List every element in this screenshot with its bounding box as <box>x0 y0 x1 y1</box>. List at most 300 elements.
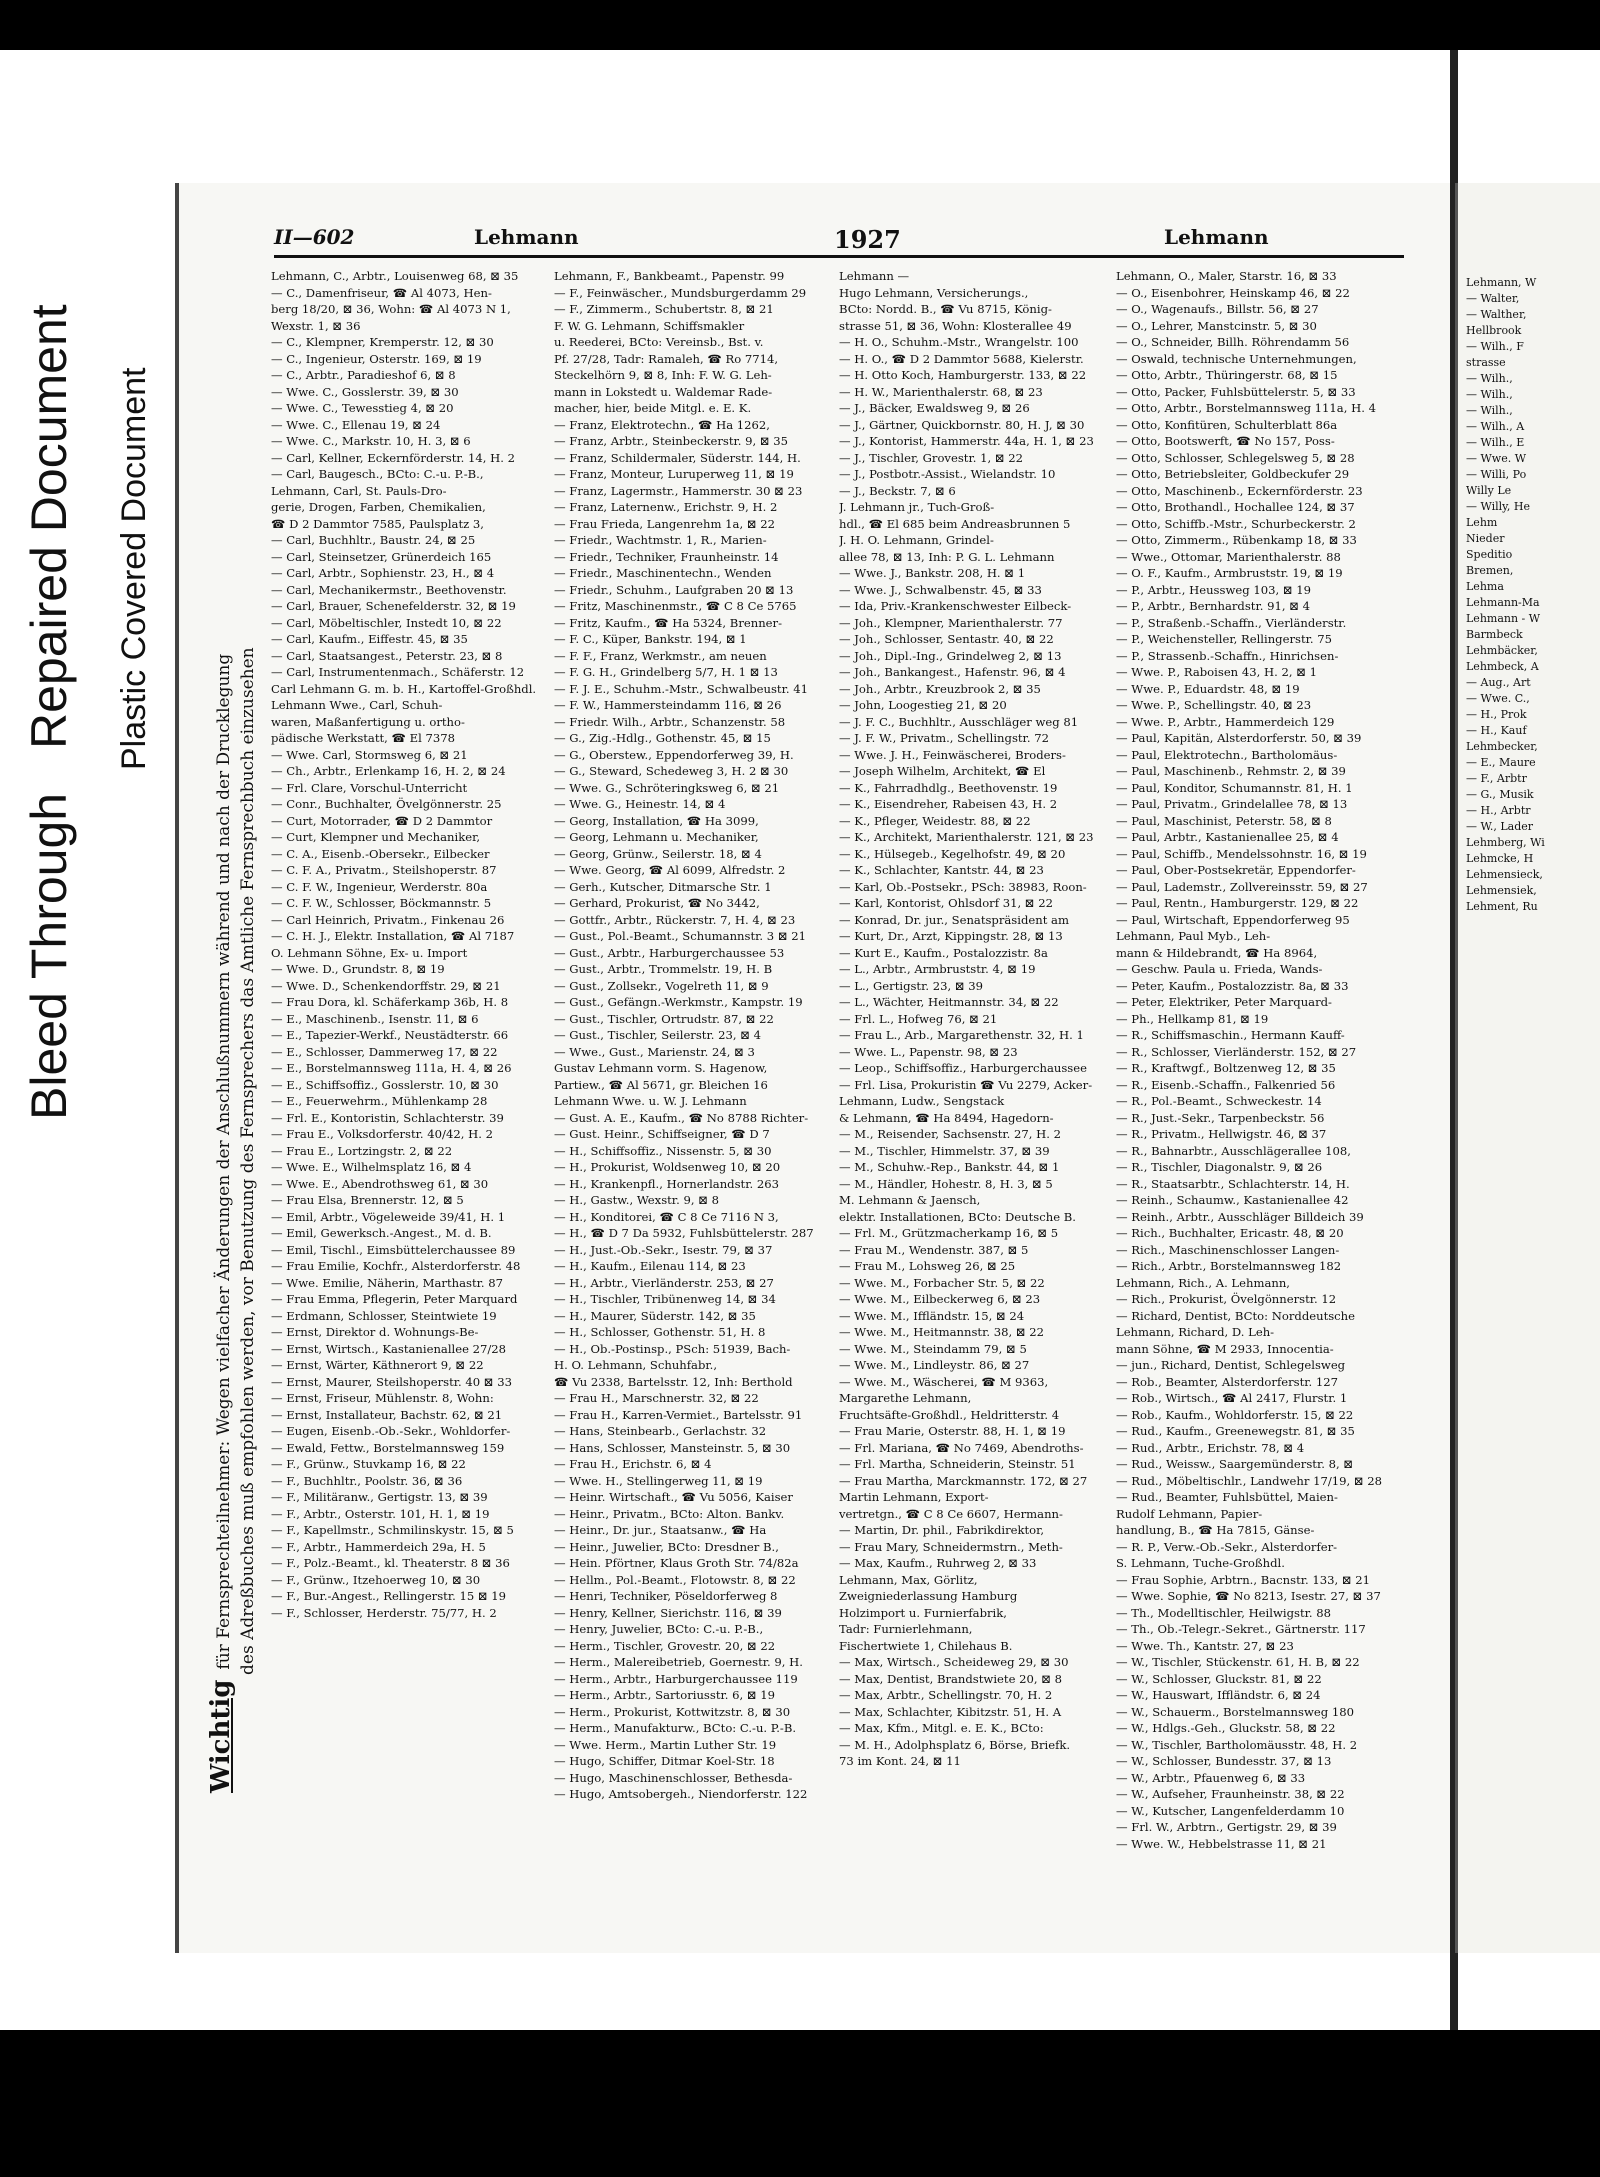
directory-entry: — Paul, Wirtschaft, Eppendorferweg 95 <box>1116 912 1350 927</box>
directory-entry: — Herm., Manufakturw., BCto: C.-u. P.-B. <box>554 1721 797 1735</box>
adjacent-page-entry: Lehmann-Ma <box>1466 596 1540 609</box>
directory-entry: — Frau Emilie, Kochfr., Alsterdorferstr. 48 <box>271 1259 521 1273</box>
directory-entry: mann Söhne, ☎ M 2933, Innocentia- <box>1116 1341 1334 1356</box>
bleed-through-label: Bleed Through <box>21 792 77 1120</box>
directory-entry: — F., Arbtr., Hammerdeich 29a, H. 5 <box>271 1539 486 1554</box>
directory-entry: — H., Schiffsoffiz., Nissenstr. 5, ⊠ 30 <box>554 1143 772 1158</box>
directory-entry: — Kurt, Dr., Arzt, Kippingstr. 28, ⊠ 13 <box>839 929 1063 943</box>
adjacent-page-entry: — Wilh., E <box>1466 436 1525 449</box>
directory-entry: — R., Bahnarbtr., Ausschlägerallee 108, <box>1116 1143 1351 1158</box>
directory-entry: Lehmann, O., Maler, Starstr. 16, ⊠ 33 <box>1116 269 1337 283</box>
bottom-scan-border <box>0 2030 1600 2177</box>
adjacent-page-entry: — G., Musik <box>1466 788 1534 801</box>
warning-line-2: des Adreßbuches muß empfohlen werden, vor Benutzung des Fernsprechers das Amtliche Fernsprechbuch einzusehen <box>238 647 258 1675</box>
directory-entry: — Max, Kaufm., Ruhrweg 2, ⊠ 33 <box>839 1556 1037 1570</box>
directory-entry: — Carl, Mechanikermstr., Beethovenstr. <box>271 582 507 597</box>
directory-entry: Lehmann, C., Arbtr., Louisenweg 68, ⊠ 35 <box>271 269 519 283</box>
directory-entry: — Wwe. D., Schenkendorffstr. 29, ⊠ 21 <box>271 978 501 993</box>
directory-entry: — M. H., Adolphsplatz 6, Börse, Briefk. <box>839 1737 1071 1752</box>
directory-entry: — P., Weichensteller, Rellingerstr. 75 <box>1116 632 1333 646</box>
adjacent-page-entry: Nieder <box>1466 532 1505 545</box>
directory-entry: — Franz, Elektrotechn., ☎ Ha 1262, <box>554 417 770 432</box>
directory-entry: — C., Arbtr., Paradieshof 6, ⊠ 8 <box>271 368 456 382</box>
adjacent-page-entry: strasse <box>1466 356 1506 369</box>
repaired-document-label: Repaired Document <box>21 304 77 749</box>
directory-entry: — Carl Heinrich, Privatm., Finkenau 26 <box>271 912 505 927</box>
directory-entry: — F. G. H., Grindelberg 5/7, H. 1 ⊠ 13 <box>554 665 778 679</box>
directory-entry: — Gust. A. E., Kaufm., ☎ No 8788 Richter- <box>554 1110 809 1125</box>
directory-entry: — Rud., Weissw., Saargemünderstr. 8, ⊠ <box>1116 1457 1354 1471</box>
directory-entry: — F., Buchhltr., Poolstr. 36, ⊠ 36 <box>271 1473 463 1488</box>
directory-entry: — Heinr., Dr. jur., Staatsanw., ☎ Ha <box>554 1523 767 1537</box>
directory-entry: — P., Strassenb.-Schaffn., Hinrichsen- <box>1116 648 1339 663</box>
directory-entry: — Gust., Arbtr., Harburgerchaussee 53 <box>554 945 785 960</box>
directory-entry: — M., Händler, Hohestr. 8, H. 3, ⊠ 5 <box>839 1176 1053 1191</box>
directory-entry: — Max, Dentist, Brandstwiete 20, ⊠ 8 <box>839 1671 1063 1686</box>
directory-entry: — W., Aufseher, Fraunheinstr. 38, ⊠ 22 <box>1116 1787 1345 1801</box>
directory-entry: — Martin, Dr. phil., Fabrikdirektor, <box>839 1523 1045 1537</box>
directory-entry: — R., Tischler, Diagonalstr. 9, ⊠ 26 <box>1116 1160 1323 1174</box>
directory-entry: — Frl. Martha, Schneiderin, Steinstr. 51 <box>839 1457 1076 1471</box>
directory-entry: — Rob., Wirtsch., ☎ Al 2417, Flurstr. 1 <box>1116 1391 1348 1405</box>
directory-entry: — R., Just.-Sekr., Tarpenbeckstr. 56 <box>1116 1110 1325 1125</box>
directory-entry: — Wwe. P., Eduardstr. 48, ⊠ 19 <box>1116 681 1300 696</box>
page-header <box>274 225 1404 258</box>
directory-entry: — Paul, Arbtr., Kastanienallee 25, ⊠ 4 <box>1116 830 1339 844</box>
directory-entry: — Th., Ob.-Telegr.-Sekret., Gärtnerstr. 117 <box>1116 1622 1366 1636</box>
directory-entry: — F., Militäranw., Gertigstr. 13, ⊠ 39 <box>271 1490 488 1504</box>
header-name-right: Lehmann <box>1164 225 1269 249</box>
directory-entry: — Paul, Kapitän, Alsterdorferstr. 50, ⊠ 39 <box>1116 731 1362 745</box>
adjacent-page-entry: — H., Kauf <box>1466 724 1527 737</box>
directory-entry: — Joh., Dipl.-Ing., Grindelweg 2, ⊠ 13 <box>839 648 1062 663</box>
directory-entry: — Franz, Monteur, Luruperweg 11, ⊠ 19 <box>554 467 794 481</box>
directory-entry: — Wwe. M., Heitmannstr. 38, ⊠ 22 <box>839 1325 1044 1339</box>
directory-entry: — F. J. E., Schuhm.-Mstr., Schwalbeustr. 41 <box>554 681 808 696</box>
directory-entry: — K., Eisendreher, Rabeisen 43, H. 2 <box>839 797 1058 811</box>
directory-entry: — Wwe. Carl, Stormsweg 6, ⊠ 21 <box>271 747 468 762</box>
directory-entry: — Frl. W., Arbtrn., Gertigstr. 29, ⊠ 39 <box>1116 1820 1337 1834</box>
directory-entry: — H., ☎ D 7 Da 5932, Fuhlsbüttelerstr. 287 <box>554 1226 814 1240</box>
directory-entry: — Gust., Tischler, Seilerstr. 23, ⊠ 4 <box>554 1028 761 1042</box>
directory-entry: — Henry, Juwelier, BCto: C.-u. P.-B., <box>554 1622 764 1636</box>
directory-entry: Lehmann, Paul Myb., Leh- <box>1116 929 1271 943</box>
directory-entry: waren, Maßanfertigung u. ortho- <box>271 714 465 729</box>
directory-entry: — Gust., Pol.-Beamt., Schumannstr. 3 ⊠ 21 <box>554 929 806 943</box>
directory-entry: — Friedr., Schuhm., Laufgraben 20 ⊠ 13 <box>554 582 794 597</box>
directory-entry: — Carl, Kellner, Eckernförderstr. 14, H. 2 <box>271 450 515 465</box>
directory-entry: hdl., ☎ El 685 beim Andreasbrunnen 5 <box>839 516 1071 531</box>
directory-entry: — Wwe., Gust., Marienstr. 24, ⊠ 3 <box>554 1044 755 1059</box>
directory-entry: — Ernst, Wärter, Käthnerort 9, ⊠ 22 <box>271 1358 484 1372</box>
directory-entry: — Wwe. L., Papenstr. 98, ⊠ 23 <box>839 1044 1018 1059</box>
adjacent-page-entry: Lehmann, W <box>1466 276 1537 289</box>
directory-entry: — W., Hdlgs.-Geh., Gluckstr. 58, ⊠ 22 <box>1116 1721 1336 1735</box>
directory-entry: — J., Postbotr.-Assist., Wielandstr. 10 <box>839 467 1056 481</box>
directory-entry: — Carl, Staatsangest., Peterstr. 23, ⊠ 8 <box>271 648 503 663</box>
directory-entry: — W., Schlosser, Gluckstr. 81, ⊠ 22 <box>1116 1671 1322 1686</box>
directory-entry: — John, Loogestieg 21, ⊠ 20 <box>839 698 1007 712</box>
directory-entry: — Franz, Lagermstr., Hammerstr. 30 ⊠ 23 <box>554 483 803 498</box>
directory-entry: — E., Feuerwehrm., Mühlenkamp 28 <box>271 1094 488 1108</box>
directory-entry: — Georg, Lehmann u. Mechaniker, <box>554 830 759 844</box>
directory-entry: — Wwe. P., Schellingstr. 40, ⊠ 23 <box>1116 698 1312 712</box>
directory-entry: S. Lehmann, Tuche-Großhdl. <box>1116 1556 1285 1570</box>
directory-entry: — Wwe. C., Gosslerstr. 39, ⊠ 30 <box>271 384 459 399</box>
directory-entry: Martin Lehmann, Export- <box>839 1490 989 1504</box>
directory-entry: — Herm., Malereibetrieb, Goernestr. 9, H. <box>554 1655 803 1669</box>
directory-entry: — Wwe. M., Iffländstr. 15, ⊠ 24 <box>839 1308 1025 1323</box>
directory-entry: Lehmann Wwe. u. W. J. Lehmann <box>554 1094 747 1108</box>
directory-entry: — O., Eisenbohrer, Heinskamp 46, ⊠ 22 <box>1116 285 1350 300</box>
directory-entry: — L., Wächter, Heitmannstr. 34, ⊠ 22 <box>839 995 1059 1009</box>
directory-entry: — F. C., Küper, Bankstr. 194, ⊠ 1 <box>554 632 747 646</box>
adjacent-page-entry: Lehmensiek, <box>1466 884 1537 897</box>
directory-entry: Fischertwiete 1, Chilehaus B. <box>839 1638 1013 1653</box>
adjacent-page-entry: — Wilh., A <box>1466 420 1525 433</box>
directory-entry: Lehmann, Rich., A. Lehmann, <box>1116 1275 1290 1290</box>
directory-entry: — J., Tischler, Grovestr. 1, ⊠ 22 <box>839 450 1023 465</box>
adjacent-page <box>1455 183 1600 1953</box>
directory-entry: mann in Lokstedt u. Waldemar Rade- <box>554 384 773 399</box>
directory-entry: — Wwe. C., Markstr. 10, H. 3, ⊠ 6 <box>271 434 471 448</box>
directory-entry: — Ernst, Friseur, Mühlenstr. 8, Wohn: <box>271 1391 494 1405</box>
directory-entry: — Gust., Zollsekr., Vogelreth 11, ⊠ 9 <box>554 978 769 993</box>
directory-entry: — H. O., ☎ D 2 Dammtor 5688, Kielerstr. <box>839 351 1084 366</box>
directory-entry: — Friedr., Maschinentechn., Wenden <box>554 566 772 580</box>
directory-entry: Fruchtsäfte-Großhdl., Heldritterstr. 4 <box>839 1407 1060 1422</box>
directory-entry: — Frl. Lisa, Prokuristin ☎ Vu 2279, Acker- <box>839 1077 1093 1092</box>
directory-entry: — R. P., Verw.-Ob.-Sekr., Alsterdorfer- <box>1116 1539 1338 1554</box>
directory-entry: — Frau Frieda, Langenrehm 1a, ⊠ 22 <box>554 516 775 531</box>
directory-entry: — Friedr. Wilh., Arbtr., Schanzenstr. 58 <box>554 714 786 729</box>
directory-entry: Holzimport u. Furnierfabrik, <box>839 1605 1007 1620</box>
directory-entry: — Conr., Buchhalter, Övelgönnerstr. 25 <box>271 797 502 811</box>
directory-entry: — Gerh., Kutscher, Ditmarsche Str. 1 <box>554 879 772 894</box>
directory-entry: — Frau Sophie, Arbtrn., Bacnstr. 133, ⊠ 21 <box>1116 1572 1371 1587</box>
directory-entry: — Otto, Zimmerm., Rübenkamp 18, ⊠ 33 <box>1116 533 1357 547</box>
directory-entry: — Hein. Pförtner, Klaus Groth Str. 74/82a <box>554 1556 799 1570</box>
directory-entry: Steckelhörn 9, ⊠ 8, Inh: F. W. G. Leh- <box>554 368 772 382</box>
directory-entry: — Peter, Kaufm., Postalozzistr. 8a, ⊠ 33 <box>1116 978 1349 993</box>
directory-entry: — Carl, Buchhltr., Baustr. 24, ⊠ 25 <box>271 533 476 547</box>
directory-entry: — F., Grünw., Itzehoerweg 10, ⊠ 30 <box>271 1572 481 1587</box>
directory-entry: — O., Wagenaufs., Billstr. 56, ⊠ 27 <box>1116 302 1319 316</box>
directory-entry: — E., Schiffsoffiz., Gosslerstr. 10, ⊠ 30 <box>271 1077 499 1092</box>
directory-entry: — H., Ob.-Postinsp., PSch: 51939, Bach- <box>554 1341 791 1356</box>
directory-entry: — Frau H., Karren-Vermiet., Bartelsstr. 91 <box>554 1407 803 1422</box>
directory-entry: — H. W., Marienthalerstr. 68, ⊠ 23 <box>839 384 1043 399</box>
directory-entry: — Wwe. M., Steindamm 79, ⊠ 5 <box>839 1341 1027 1356</box>
directory-entry: — R., Kraftwgf., Boltzenweg 12, ⊠ 35 <box>1116 1061 1336 1075</box>
directory-entry: — Wwe. M., Wäscherei, ☎ M 9363, <box>839 1374 1049 1389</box>
directory-entry: — Oswald, technische Unternehmungen, <box>1116 351 1357 366</box>
adjacent-page-entry: Lehm <box>1466 516 1498 529</box>
directory-entry: — Leop., Schiffsoffiz., Harburgerchaussee <box>839 1061 1087 1075</box>
adjacent-page-entry: Willy Le <box>1466 484 1512 497</box>
directory-entry: elektr. Installationen, BCto: Deutsche B. <box>839 1209 1076 1224</box>
directory-entry: — H., Krankenpfl., Hornerlandstr. 263 <box>554 1176 779 1191</box>
directory-entry: — Rud., Arbtr., Erichstr. 78, ⊠ 4 <box>1116 1440 1305 1455</box>
directory-entry: berg 18/20, ⊠ 36, Wohn: ☎ Al 4073 N 1, <box>271 302 511 316</box>
directory-entry: — Wwe. P., Raboisen 43, H. 2, ⊠ 1 <box>1116 665 1317 679</box>
directory-entry: — Wwe. Sophie, ☎ No 8213, Isestr. 27, ⊠ 37 <box>1116 1589 1381 1603</box>
directory-entry: — H., Schlosser, Gothenstr. 51, H. 8 <box>554 1325 766 1339</box>
directory-entry: — Konrad, Dr. jur., Senatspräsident am <box>839 912 1069 927</box>
directory-entry: BCto: Nordd. B., ☎ Vu 8715, König- <box>839 302 1052 316</box>
directory-entry: — J. F. W., Privatm., Schellingstr. 72 <box>839 731 1049 745</box>
directory-entry: — Otto, Betriebsleiter, Goldbeckufer 29 <box>1116 467 1350 481</box>
directory-entry: & Lehmann, ☎ Ha 8494, Hagedorn- <box>839 1110 1054 1125</box>
directory-entry: — K., Pfleger, Weidestr. 88, ⊠ 22 <box>839 813 1031 828</box>
directory-entry: — Wwe. Georg, ☎ Al 6099, Alfredstr. 2 <box>554 863 786 877</box>
directory-entry: — C., Ingenieur, Osterstr. 169, ⊠ 19 <box>271 351 482 366</box>
directory-entry: — C., Klempner, Kremperstr. 12, ⊠ 30 <box>271 335 494 349</box>
directory-entry: Lehmann, Ludw., Sengstack <box>839 1094 1005 1108</box>
warning-title: Wichtig <box>206 1679 236 1793</box>
directory-entry: — Wwe. J., Schwalbenstr. 45, ⊠ 33 <box>839 582 1042 597</box>
directory-entry: — Frau E., Volksdorferstr. 40/42, H. 2 <box>271 1127 493 1141</box>
directory-entry: — H., Just.-Ob.-Sekr., Isestr. 79, ⊠ 37 <box>554 1242 773 1257</box>
directory-entry: — C. H. J., Elektr. Installation, ☎ Al 7187 <box>271 929 515 943</box>
directory-entry: Lehmann, F., Bankbeamt., Papenstr. 99 <box>554 269 785 283</box>
directory-entry: — Franz, Laternenw., Erichstr. 9, H. 2 <box>554 500 778 514</box>
directory-entry: — Emil, Gewerksch.-Angest., M. d. B. <box>271 1226 492 1240</box>
directory-entry: macher, hier, beide Mitgl. e. E. K. <box>554 401 752 415</box>
directory-entry: — K., Hülsegeb., Kegelhofstr. 49, ⊠ 20 <box>839 846 1066 861</box>
directory-entry: — Friedr., Wachtmstr. 1, R., Marien- <box>554 533 767 547</box>
adjacent-page-entry: Lehment, Ru <box>1466 900 1538 913</box>
adjacent-page-entry: Lehmcke, H <box>1466 852 1534 865</box>
adjacent-page-entry: — Aug., Art <box>1466 676 1531 689</box>
directory-entry: Zweigniederlassung Hamburg <box>839 1589 1018 1603</box>
adjacent-page-entry: — W., Lader <box>1466 820 1534 833</box>
directory-entry: — F., Schlosser, Herderstr. 75/77, H. 2 <box>271 1605 497 1620</box>
directory-entry: — Richard, Dentist, BCto: Norddeutsche <box>1116 1308 1355 1323</box>
adjacent-page-entry: Lehmberg, Wi <box>1466 836 1545 849</box>
directory-entry: — Rob., Kaufm., Wohldorferstr. 15, ⊠ 22 <box>1116 1407 1354 1422</box>
directory-entry: — Ph., Hellkamp 81, ⊠ 19 <box>1116 1011 1269 1026</box>
directory-entry: Tadr: Furnierlehmann, <box>839 1622 973 1636</box>
directory-entry: — Wwe. G., Schröteringksweg 6, ⊠ 21 <box>554 780 780 795</box>
directory-entry: — Wwe. D., Grundstr. 8, ⊠ 19 <box>271 962 445 976</box>
directory-entry: — F., Bur.-Angest., Rellingerstr. 15 ⊠ 19 <box>271 1589 507 1603</box>
directory-entry: — Max, Wirtsch., Scheideweg 29, ⊠ 30 <box>839 1655 1069 1669</box>
directory-entry: — Otto, Konfitüren, Schulterblatt 86a <box>1116 417 1338 432</box>
directory-entry: — Frau Dora, kl. Schäferkamp 36b, H. 8 <box>271 995 509 1009</box>
directory-entry: — Hans, Steinbearb., Gerlachstr. 32 <box>554 1424 767 1438</box>
directory-entry: Lehmann — <box>839 269 910 283</box>
directory-entry: — J., Beckstr. 7, ⊠ 6 <box>839 483 956 498</box>
directory-entry: — Otto, Schiffb.-Mstr., Schurbeckerstr. 2 <box>1116 516 1356 531</box>
directory-entry: — C. F. W., Schlosser, Böckmannstr. 5 <box>271 896 492 910</box>
directory-entry: — Wwe. C., Ellenau 19, ⊠ 24 <box>271 417 441 432</box>
directory-entry: — G., Steward, Schedeweg 3, H. 2 ⊠ 30 <box>554 764 789 778</box>
directory-column-1 <box>271 268 543 1621</box>
directory-entry: Pf. 27/28, Tadr: Ramaleh, ☎ Ro 7714, <box>554 351 779 366</box>
adjacent-page-entry: Bremen, <box>1466 564 1514 577</box>
directory-entry: — Wwe. C., Tewesstieg 4, ⊠ 20 <box>271 401 454 415</box>
directory-entry: — H., Gastw., Wexstr. 9, ⊠ 8 <box>554 1193 719 1207</box>
directory-entry: — P., Arbtr., Bernhardstr. 91, ⊠ 4 <box>1116 599 1310 613</box>
directory-entry: — Wwe., Ottomar, Marienthalerstr. 88 <box>1116 549 1341 564</box>
directory-entry: allee 78, ⊠ 13, Inh: P. G. L. Lehmann <box>839 549 1055 564</box>
plastic-covered-label: Plastic Covered Document <box>115 367 153 770</box>
directory-entry: — Karl, Ob.-Postsekr., PSch: 38983, Roon- <box>839 879 1087 894</box>
directory-entry: — Ernst, Maurer, Steilshoperstr. 40 ⊠ 33 <box>271 1374 512 1389</box>
directory-entry: — Heinr. Wirtschaft., ☎ Vu 5056, Kaiser <box>554 1490 793 1504</box>
directory-entry: — Frl. M., Grützmacherkamp 16, ⊠ 5 <box>839 1226 1059 1240</box>
directory-entry: — R., Schiffsmaschin., Hermann Kauff- <box>1116 1028 1345 1042</box>
header-name-left: Lehmann <box>474 225 579 249</box>
directory-entry: — Frau Elsa, Brennerstr. 12, ⊠ 5 <box>271 1193 464 1207</box>
directory-entry: — Emil, Arbtr., Vögeleweide 39/41, H. 1 <box>271 1209 506 1224</box>
adjacent-page-entry: — Wilh., <box>1466 404 1513 417</box>
directory-entry: — Wwe. H., Stellingerweg 11, ⊠ 19 <box>554 1473 763 1488</box>
directory-entry: — Frau Martha, Marckmannstr. 172, ⊠ 27 <box>839 1473 1088 1488</box>
directory-entry: — K., Fahrradhdlg., Beethovenstr. 19 <box>839 780 1058 795</box>
directory-entry: — Wwe. Emilie, Näherin, Marthastr. 87 <box>271 1275 503 1290</box>
adjacent-page-column <box>1466 275 1600 915</box>
adjacent-page-entry: — Walther, <box>1466 308 1527 321</box>
directory-entry: — Wwe. Herm., Martin Luther Str. 19 <box>554 1737 777 1752</box>
directory-entry: — Gust. Heinr., Schiffseigner, ☎ D 7 <box>554 1127 770 1141</box>
directory-entry: — Carl, Kaufm., Eiffestr. 45, ⊠ 35 <box>271 632 468 646</box>
directory-entry: — K., Architekt, Marienthalerstr. 121, ⊠ 23 <box>839 830 1094 844</box>
directory-entry: — Hugo, Amtsobergeh., Niendorferstr. 122 <box>554 1787 808 1801</box>
directory-entry: — Rud., Möbeltischlr., Landwehr 17/19, ⊠ 28 <box>1116 1473 1383 1488</box>
directory-entry: — Rud., Kaufm., Greenewegstr. 81, ⊠ 35 <box>1116 1424 1355 1438</box>
directory-entry: — Henri, Techniker, Pöseldorferweg 8 <box>554 1589 778 1603</box>
directory-entry: — H., Kaufm., Eilenau 114, ⊠ 23 <box>554 1259 746 1273</box>
directory-entry: — Karl, Kontorist, Ohlsdorf 31, ⊠ 22 <box>839 896 1053 910</box>
directory-entry: 73 im Kont. 24, ⊠ 11 <box>839 1754 961 1768</box>
directory-entry: — Fritz, Maschinenmstr., ☎ C 8 Ce 5765 <box>554 599 797 613</box>
directory-entry: — W., Arbtr., Pfauenweg 6, ⊠ 33 <box>1116 1770 1306 1785</box>
directory-entry: — Frl. Clare, Vorschul-Unterricht <box>271 780 468 795</box>
directory-entry: — Joh., Schlosser, Sentastr. 40, ⊠ 22 <box>839 632 1054 646</box>
directory-entry: — H., Tischler, Tribünenweg 14, ⊠ 34 <box>554 1292 776 1306</box>
directory-entry: — Franz, Schildermaler, Süderstr. 144, H. <box>554 450 801 465</box>
directory-entry: — H. O., Schuhm.-Mstr., Wrangelstr. 100 <box>839 335 1079 349</box>
directory-entry: — Th., Modelltischler, Heilwigstr. 88 <box>1116 1605 1332 1620</box>
directory-entry: — Georg, Grünw., Seilerstr. 18, ⊠ 4 <box>554 846 762 861</box>
directory-entry: — O., Lehrer, Manstcinstr. 5, ⊠ 30 <box>1116 318 1317 333</box>
directory-entry: — Heinr., Privatm., BCto: Alton. Bankv. <box>554 1506 785 1521</box>
directory-entry: — H. Otto Koch, Hamburgerstr. 133, ⊠ 22 <box>839 368 1087 382</box>
directory-entry: — Max, Kfm., Mitgl. e. E. K., BCto: <box>839 1721 1044 1735</box>
directory-entry: — Ernst, Wirtsch., Kastanienallee 27/28 <box>271 1341 507 1356</box>
directory-entry: — Frau H., Marschnerstr. 32, ⊠ 22 <box>554 1391 759 1405</box>
directory-entry: — W., Tischler, Bartholomäusstr. 48, H. 2 <box>1116 1737 1358 1752</box>
directory-entry: — Wwe. M., Eilbeckerweg 6, ⊠ 23 <box>839 1292 1041 1306</box>
directory-entry: mann & Hildebrandt, ☎ Ha 8964, <box>1116 945 1318 960</box>
directory-entry: — Ida, Priv.-Krankenschwester Eilbeck- <box>839 599 1072 613</box>
directory-entry: — R., Staatsarbtr., Schlachterstr. 14, H. <box>1116 1176 1350 1191</box>
directory-entry: — Wwe. M., Lindleystr. 86, ⊠ 27 <box>839 1358 1030 1372</box>
directory-entry: — Otto, Brothandl., Hochallee 124, ⊠ 37 <box>1116 500 1355 514</box>
top-scan-border <box>0 0 1600 50</box>
directory-entry: J. H. O. Lehmann, Grindel- <box>839 533 994 547</box>
directory-entry: — J., Gärtner, Quickbornstr. 80, H. J, ⊠ 30 <box>839 417 1085 432</box>
directory-entry: — Geschw. Paula u. Frieda, Wands- <box>1116 962 1323 976</box>
adjacent-page-entry: — Willy, He <box>1466 500 1531 513</box>
directory-entry: Gustav Lehmann vorm. S. Hagenow, <box>554 1061 768 1075</box>
directory-entry: handlung, B., ☎ Ha 7815, Gänse- <box>1116 1523 1315 1537</box>
directory-entry: — E., Tapezier-Werkf., Neustädterstr. 66 <box>271 1028 509 1042</box>
directory-entry: — H., Prokurist, Woldsenweg 10, ⊠ 20 <box>554 1160 781 1174</box>
adjacent-page-entry: Lehmbäcker, <box>1466 644 1538 657</box>
directory-entry: — O. F., Kaufm., Armbruststr. 19, ⊠ 19 <box>1116 566 1343 580</box>
directory-entry: — Frau E., Lortzingstr. 2, ⊠ 22 <box>271 1143 453 1158</box>
directory-entry: Margarethe Lehmann, <box>839 1391 972 1405</box>
adjacent-page-entry: Lehma <box>1466 580 1504 593</box>
directory-entry: — Otto, Packer, Fuhlsbüttelerstr. 5, ⊠ 33 <box>1116 384 1356 399</box>
adjacent-page-entry: — Walter, <box>1466 292 1520 305</box>
directory-entry: Hugo Lehmann, Versicherungs., <box>839 285 1029 300</box>
adjacent-page-entry: — H., Arbtr <box>1466 804 1531 817</box>
directory-entry: — Max, Arbtr., Schellingstr. 70, H. 2 <box>839 1688 1053 1702</box>
directory-entry: — W., Schauerm., Borstelmannsweg 180 <box>1116 1704 1354 1719</box>
directory-entry: — Max, Schlachter, Kibitzstr. 51, H. A <box>839 1704 1062 1719</box>
directory-entry: Rudolf Lehmann, Papier- <box>1116 1506 1263 1521</box>
directory-entry: — J., Bäcker, Ewaldsweg 9, ⊠ 26 <box>839 401 1030 415</box>
directory-entry: — Carl, Brauer, Schenefelderstr. 32, ⊠ 19 <box>271 599 516 613</box>
directory-entry: — Hugo, Maschinenschlosser, Bethesda- <box>554 1770 793 1785</box>
directory-entry: — Carl, Instrumentenmach., Schäferstr. 12 <box>271 665 525 679</box>
directory-entry: — Hellm., Pol.-Beamt., Flotowstr. 8, ⊠ 22 <box>554 1572 796 1587</box>
directory-entry: — Otto, Arbtr., Borstelmannsweg 111a, H. 4 <box>1116 401 1376 415</box>
directory-entry: u. Reederei, BCto: Vereinsb., Bst. v. <box>554 335 764 349</box>
directory-entry: — G., Zig.-Hdlg., Gothenstr. 45, ⊠ 15 <box>554 731 771 745</box>
directory-entry: — P., Straßenb.-Schaffn., Vierländerstr. <box>1116 615 1347 630</box>
directory-entry: — Kurt E., Kaufm., Postalozzistr. 8a <box>839 945 1048 960</box>
directory-entry: — Paul, Maschinist, Peterstr. 58, ⊠ 8 <box>1116 813 1332 828</box>
directory-entry: — Rich., Prokurist, Övelgönnerstr. 12 <box>1116 1292 1337 1306</box>
directory-entry: — Heinr., Juwelier, BCto: Dresdner B., <box>554 1539 779 1554</box>
directory-entry: — Gust., Arbtr., Trommelstr. 19, H. B <box>554 962 773 976</box>
directory-entry: — W., Schlosser, Bundesstr. 37, ⊠ 13 <box>1116 1754 1332 1768</box>
directory-entry: — F., Zimmerm., Schubertstr. 8, ⊠ 21 <box>554 302 774 316</box>
directory-entry: — C. F. W., Ingenieur, Werderstr. 80a <box>271 879 488 894</box>
directory-entry: — Rich., Arbtr., Borstelmannsweg 182 <box>1116 1259 1342 1273</box>
directory-entry: — Henry, Kellner, Sierichstr. 116, ⊠ 39 <box>554 1605 782 1620</box>
directory-entry: — E., Schlosser, Dammerweg 17, ⊠ 22 <box>271 1044 498 1059</box>
directory-entry: — Gust., Tischler, Ortrudstr. 87, ⊠ 22 <box>554 1011 774 1026</box>
directory-entry: — jun., Richard, Dentist, Schlegelsweg <box>1116 1358 1346 1372</box>
directory-entry: — F., Polz.-Beamt., kl. Theaterstr. 8 ⊠ 36 <box>271 1556 510 1570</box>
directory-entry: ☎ D 2 Dammtor 7585, Paulsplatz 3, <box>271 516 484 531</box>
directory-entry: — Otto, Schlosser, Schlegelsweg 5, ⊠ 28 <box>1116 450 1355 465</box>
directory-entry: — Wwe. J. H., Feinwäscherei, Broders- <box>839 747 1066 762</box>
directory-entry: — W., Hauswart, Iffländstr. 6, ⊠ 24 <box>1116 1688 1321 1702</box>
directory-entry: — W., Tischler, Stückenstr. 61, H. B, ⊠ 22 <box>1116 1655 1360 1669</box>
directory-entry: — Otto, Arbtr., Thüringerstr. 68, ⊠ 15 <box>1116 368 1338 382</box>
directory-entry: — Carl, Baugesch., BCto: C.-u. P.-B., <box>271 467 484 481</box>
directory-entry: — Ernst, Direktor d. Wohnungs-Be- <box>271 1325 479 1339</box>
directory-entry: — Gottfr., Arbtr., Rückerstr. 7, H. 4, ⊠ 23 <box>554 912 796 927</box>
directory-entry: — Paul, Lademstr., Zollvereinsstr. 59, ⊠ 27 <box>1116 879 1368 894</box>
directory-entry: — M., Tischler, Himmelstr. 37, ⊠ 39 <box>839 1143 1050 1158</box>
directory-entry: — Joh., Arbtr., Kreuzbrook 2, ⊠ 35 <box>839 681 1041 696</box>
directory-entry: Lehmann, Max, Görlitz, <box>839 1572 978 1587</box>
directory-entry: — C. A., Eisenb.-Obersekr., Eilbecker <box>271 846 490 861</box>
directory-entry: — Frau M., Wendenstr. 387, ⊠ 5 <box>839 1242 1029 1257</box>
directory-entry: — Rob., Beamter, Alsterdorferstr. 127 <box>1116 1374 1339 1389</box>
directory-entry: — F., Arbtr., Osterstr. 101, H. 1, ⊠ 19 <box>271 1506 490 1521</box>
adjacent-page-entry: Lehmbecker, <box>1466 740 1538 753</box>
directory-entry: — Reinh., Schaumw., Kastanienallee 42 <box>1116 1193 1349 1207</box>
